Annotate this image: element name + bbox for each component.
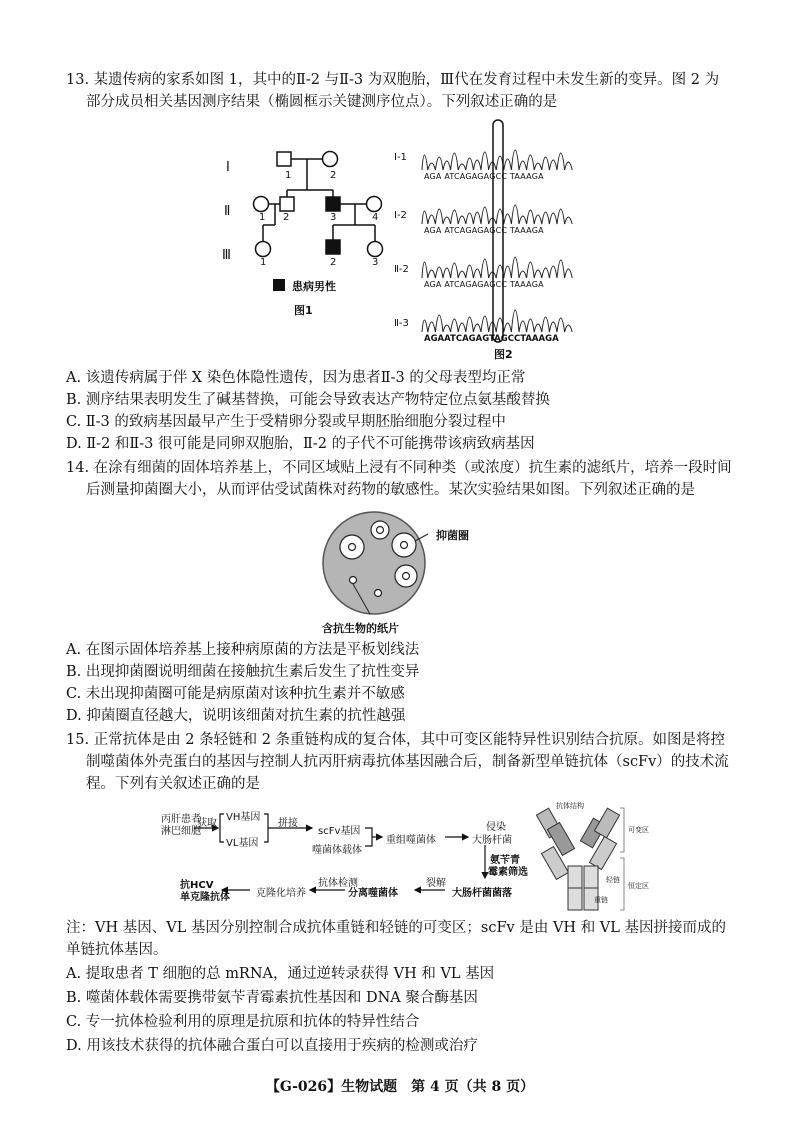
inhibition-zone-label: 抑菌圈 <box>436 529 469 542</box>
light-chain-label: 轻链 <box>606 876 620 884</box>
flow-ecoli: 大肠杆菌 <box>472 835 512 846</box>
ind-III-1: 1 <box>260 257 267 268</box>
flow-isolate-phage: 分离噬菌体 <box>348 888 398 899</box>
q15-stem-line3: 程。下列有关叙述正确的是 <box>86 776 260 792</box>
ind-III-2: 2 <box>330 257 337 268</box>
ind-I-2: 2 <box>330 170 337 181</box>
q14-option-c: C. 未出现抑菌圈可能是病原菌对该种抗生素并不敏感 <box>66 686 405 702</box>
gen-label-II: Ⅱ <box>224 204 231 219</box>
q15-option-a: A. 提取患者 T 细胞的总 mRNA，通过逆转录获得 VH 和 VL 基因 <box>66 966 495 982</box>
q13-option-a: A. 该遗传病属于伴 X 染色体隐性遗传，因为患者Ⅱ-3 的父母表型均正常 <box>66 370 526 386</box>
constant-region-label: 恒定区 <box>628 882 649 890</box>
flow-clone-culture: 克隆化培养 <box>256 888 306 899</box>
q14-stem-line1: 14. 在涂有细菌的固体培养基上，不同区域贴上浸有不同种类（或浓度）抗生素的滤纸片，培养一段时间 <box>66 460 732 476</box>
chromatogram-label-I-1: Ⅰ-1 <box>394 152 407 163</box>
flow-vl-gene: VL基因 <box>226 838 259 849</box>
q13-option-c: C. Ⅱ-3 的致病基因最早产生于受精卵分裂或早期胚胎细胞分裂过程中 <box>66 414 506 430</box>
flow-infect-label: 侵染 <box>486 822 506 833</box>
q13-stem-line1: 13. 某遗传病的家系如图 1，其中的Ⅱ-2 与Ⅱ-3 为双胞胎，Ⅲ代在发育过程中未发生新的变异。图 2 为 <box>66 72 720 88</box>
figure2-caption: 图2 <box>494 348 513 361</box>
flow-select-line2: 霉素筛选 <box>488 867 528 878</box>
variable-region-label: 可变区 <box>628 826 649 834</box>
legend-affected-male-label: 患病男性 <box>292 280 336 293</box>
ind-II-3: 3 <box>330 212 337 223</box>
q13-stem-line2: 部分成员相关基因测序结果（椭圆框示关键测序位点）。下列叙述正确的是 <box>86 94 558 110</box>
figure1-caption: 图1 <box>294 304 313 317</box>
sequence-II-2: AGA ATCAGAGAGCC TAAAGA <box>424 280 544 289</box>
q15-stem-line1: 15. 正常抗体是由 2 条轻链和 2 条重链构成的复合体，其中可变区能特异性识别结合抗原。如图是将控 <box>66 732 726 748</box>
petri-dish-figure <box>320 508 430 618</box>
chromatogram-trace <box>422 310 572 332</box>
flow-ecoli-colony: 大肠杆菌菌落 <box>452 888 512 899</box>
chromatogram-trace <box>422 150 572 170</box>
q15-option-b: B. 噬菌体载体需要携带氨苄青霉素抗性基因和 DNA 聚合酶基因 <box>66 990 478 1006</box>
q15-option-d: D. 用该技术获得的抗体融合蛋白可以直接用于疾病的检测或治疗 <box>66 1038 478 1054</box>
chromatogram-label-I-2: Ⅰ-2 <box>394 210 407 221</box>
q15-option-c: C. 专一抗体检验利用的原理是抗原和抗体的特异性结合 <box>66 1014 420 1030</box>
chromatogram-trace <box>422 257 572 278</box>
ind-III-3: 3 <box>372 257 379 268</box>
flow-phage-vector: 噬菌体载体 <box>312 845 362 856</box>
q15-note-line1: 注：VH 基因、VL 基因分别控制合成抗体重链和轻链的可变区；scFv 是由 VH 和 VL 基因拼接而成的 <box>66 920 727 936</box>
q15-note-line2: 单链抗体基因。 <box>66 942 168 958</box>
gen-label-I: Ⅰ <box>226 160 230 175</box>
q15-stem-line2: 制噬菌体外壳蛋白的基因与控制人抗丙肝病毒抗体基因融合后，制备新型单链抗体（scFv）的技术流 <box>86 754 729 770</box>
flow-lyse-label: 裂解 <box>426 878 446 889</box>
chromatogram-label-II-2: Ⅱ-2 <box>394 264 409 275</box>
ind-II-2: 2 <box>283 212 290 223</box>
flow-splice-label: 拼接 <box>278 818 298 829</box>
flow-patient-cells <box>161 814 201 838</box>
flow-recombinant-phage: 重组噬菌体 <box>386 835 436 846</box>
q13-option-b: B. 测序结果表明发生了碱基替换，可能会导致表达产物特定位点氨基酸替换 <box>66 392 550 408</box>
ind-II-4: 4 <box>372 212 379 223</box>
q13-option-d: D. Ⅱ-2 和Ⅱ-3 很可能是同卵双胞胎，Ⅱ-2 的子代不可能携带该病致病基因 <box>66 436 535 452</box>
flow-patient-line2: 淋巴细胞 <box>161 826 201 837</box>
flow-product-line1: 抗HCV <box>180 880 214 891</box>
heavy-chain-label: 重链 <box>594 896 608 904</box>
ind-I-1: 1 <box>285 170 292 181</box>
flow-product-line2: 单克隆抗体 <box>180 892 230 903</box>
gen-label-III: Ⅲ <box>222 248 231 263</box>
flow-vh-gene: VH基因 <box>226 812 261 823</box>
flow-patient-line1: 丙肝患者 <box>161 814 201 825</box>
ind-II-1: 1 <box>259 212 266 223</box>
chromatogram-label-II-3: Ⅱ-3 <box>394 318 409 329</box>
flow-scfv-gene: scFv基因 <box>318 826 361 837</box>
antibody-title: 抗体结构 <box>556 802 584 810</box>
flow-select-line1: 氨苄青 <box>490 855 520 866</box>
q14-option-b: B. 出现抑菌圈说明细菌在接触抗生素后发生了抗性变异 <box>66 664 420 680</box>
q14-option-a: A. 在图示固体培养基上接种病原菌的方法是平板划线法 <box>66 642 420 658</box>
legend-affected-male-square <box>273 279 285 291</box>
sequence-I-1: AGA ATCAGAGAGCC TAAAGA <box>424 172 544 181</box>
flow-obtain-label: 获取 <box>197 818 217 829</box>
flow-product <box>180 880 230 904</box>
sequence-I-2: AGA ATCAGAGAGCC TAAAGA <box>424 226 544 235</box>
antibiotic-paper-label: 含抗生物的纸片 <box>322 622 399 635</box>
chromatogram-trace <box>422 205 572 224</box>
page-footer: 【G-026】生物试题 第 4 页（共 8 页） <box>265 1079 535 1095</box>
q14-option-d: D. 抑菌圈直径越大，说明该细菌对抗生素的抗性越强 <box>66 708 406 724</box>
sequence-II-3: AGAATCAGAGTAGCCTAAAGA <box>424 334 559 344</box>
q14-stem-line2: 后测量抑菌圈大小，从而评估受试菌株对药物的敏感性。某次实验结果如图。下列叙述正确的是 <box>86 482 695 498</box>
flow-antibody-detect: 抗体检测 <box>318 878 358 889</box>
